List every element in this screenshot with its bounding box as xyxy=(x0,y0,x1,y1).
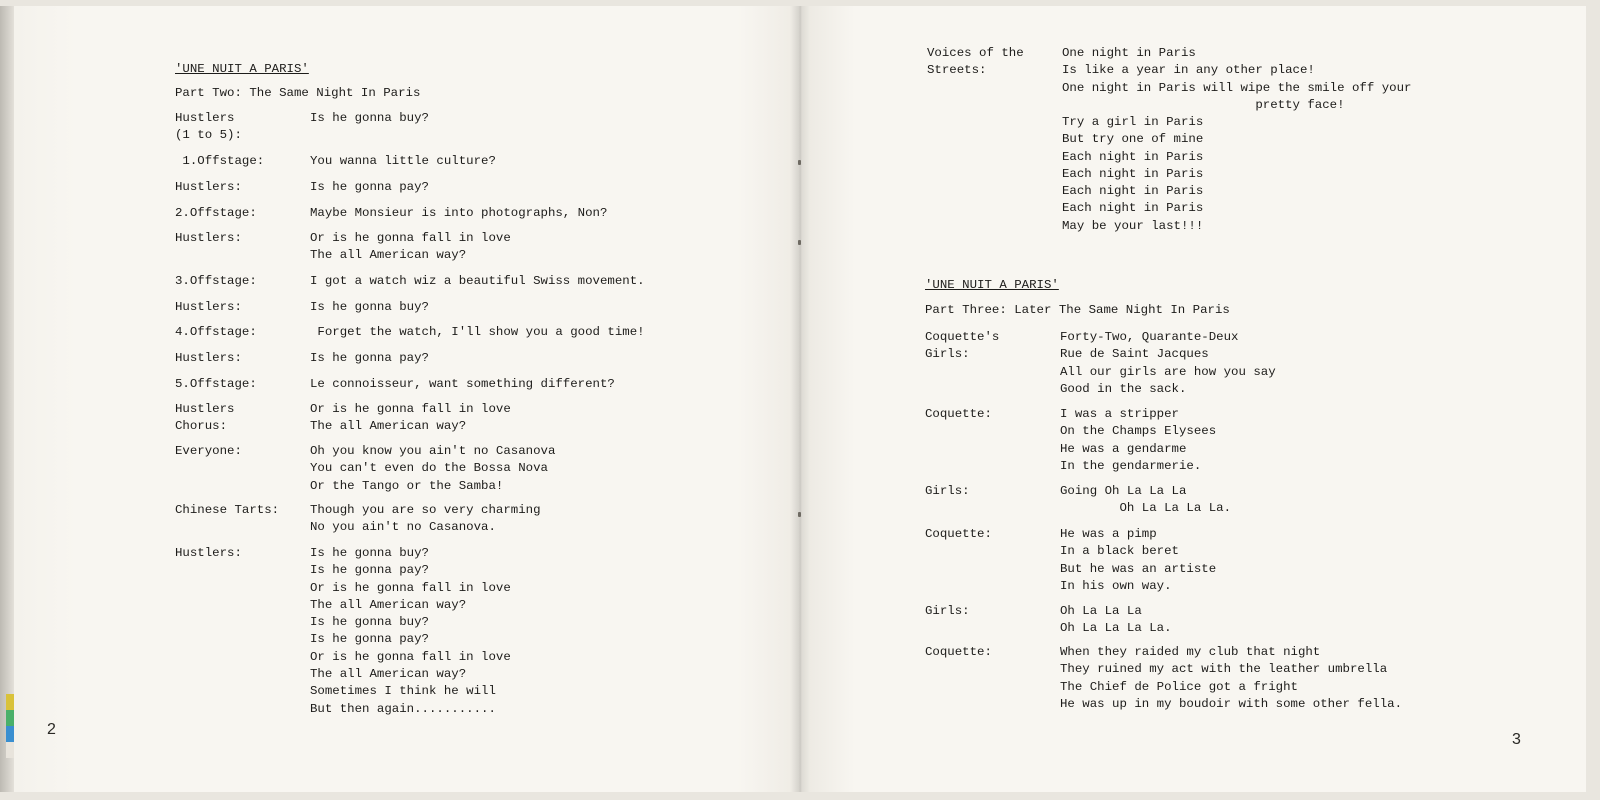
speaker-label xyxy=(175,545,242,562)
speaker-label xyxy=(175,299,242,316)
lyric-line: Is he gonna buy? xyxy=(310,546,429,560)
lyric-line: Is like a year in any other place! xyxy=(1062,63,1315,78)
speaker-line: Chinese Tarts: xyxy=(175,503,280,517)
lyric-lines xyxy=(310,153,496,170)
lyric-line: Is he gonna buy? xyxy=(310,615,429,630)
lyric-line: Maybe Monsieur is into photographs, Non? xyxy=(310,206,608,220)
section-subheading: Part Three: Later The Same Night In Paris xyxy=(925,303,1230,317)
speaker-label xyxy=(175,376,257,393)
speaker-line: Coquette: xyxy=(925,407,992,421)
speaker-label xyxy=(175,273,257,290)
lyric-line: They ruined my act with the leather umbrella xyxy=(1060,662,1388,677)
lyric-line: In his own way. xyxy=(1060,578,1172,593)
section-subheading: Part Two: The Same Night In Paris xyxy=(175,86,421,100)
speaker-line: Hustlers: xyxy=(175,546,242,560)
lyric-lines xyxy=(1062,45,1411,114)
lyric-line: On the Champs Elysees xyxy=(1060,424,1217,439)
lyric-line: Is he gonna pay? xyxy=(310,351,429,365)
lyric-line: You can't even do the Bossa Nova xyxy=(310,461,548,476)
lyric-line: I was a stripper xyxy=(1060,407,1179,421)
lyric-lines xyxy=(310,401,511,436)
lyric-line: I got a watch wiz a beautiful Swiss movement. xyxy=(310,274,645,288)
lyric-line: But try one of mine xyxy=(1062,132,1204,147)
lyric-line: Or is he gonna fall in love xyxy=(310,649,511,664)
lyric-line: When they raided my club that night xyxy=(1060,645,1321,659)
lyric-line: Oh La La La xyxy=(1060,604,1142,618)
lyric-line: Is he gonna pay? xyxy=(310,632,429,647)
speaker-label xyxy=(175,443,242,460)
lyric-line: He was up in my boudoir with some other fella. xyxy=(1060,696,1403,711)
lyric-lines xyxy=(310,179,429,196)
lyric-line: The all American way? xyxy=(310,667,467,682)
lyric-lines xyxy=(310,299,429,316)
lyric-line: In a black beret xyxy=(1060,544,1179,559)
speaker-label xyxy=(175,205,257,222)
lyric-lines xyxy=(310,545,511,718)
lyric-lines xyxy=(310,205,607,222)
lyric-line: Is he gonna buy? xyxy=(310,300,429,314)
lyric-line: Or is he gonna fall in love xyxy=(310,402,511,416)
speaker-line: 3.Offstage: xyxy=(175,274,257,288)
speaker-label xyxy=(175,350,242,367)
lyric-line: Or the Tango or the Samba! xyxy=(310,478,504,493)
lyric-line: But then again........... xyxy=(310,701,496,716)
section-heading: 'UNE NUIT A PARIS' xyxy=(175,62,309,76)
lyric-line: Forty-Two, Quarante-Deux xyxy=(1060,330,1239,344)
lyric-line: One night in Paris will wipe the smile off your xyxy=(1062,80,1412,95)
lyric-line: The Chief de Police got a fright xyxy=(1060,679,1298,694)
lyric-line: One night in Paris xyxy=(1062,46,1196,60)
lyric-line: The all American way? xyxy=(310,248,467,263)
speaker-label xyxy=(175,110,242,145)
speaker-line: Hustlers xyxy=(175,402,235,416)
lyric-line: Oh you know you ain't no Casanova xyxy=(310,444,556,458)
lyric-line: In the gendarmerie. xyxy=(1060,458,1202,473)
lyric-lines xyxy=(1060,603,1172,638)
lyric-line: May be your last!!! xyxy=(1062,218,1204,233)
speaker-label xyxy=(175,502,279,519)
speaker-label xyxy=(175,401,235,436)
speaker-line: Girls: xyxy=(925,604,970,618)
lyric-line: He was a gendarme xyxy=(1060,441,1187,456)
lyric-lines xyxy=(1060,406,1216,475)
lyric-line: Or is he gonna fall in love xyxy=(310,580,511,595)
lyric-lines xyxy=(310,110,429,127)
lyric-line: No you ain't no Casanova. xyxy=(310,520,496,535)
lyric-lines xyxy=(1062,114,1203,235)
speaker-line: Coquette's xyxy=(925,330,1000,344)
lyric-line: Oh La La La La. xyxy=(1060,621,1172,636)
speaker-line: 2.Offstage: xyxy=(175,206,257,220)
speaker-line: Hustlers: xyxy=(175,351,242,365)
lyric-line: Good in the sack. xyxy=(1060,381,1187,396)
lyric-lines xyxy=(310,502,541,537)
speaker-line: Voices of the xyxy=(927,46,1024,60)
speaker-line: Hustlers: xyxy=(175,231,242,245)
speaker-line: 1.Offstage: xyxy=(175,154,265,168)
lyric-line: All our girls are how you say xyxy=(1060,364,1276,379)
lyric-line: Each night in Paris xyxy=(1062,149,1204,164)
speaker-label xyxy=(175,179,242,196)
speaker-line: Girls: xyxy=(925,484,970,498)
lyric-lines xyxy=(310,376,615,393)
lyric-lines xyxy=(1060,329,1276,398)
lyric-line: Forget the watch, I'll show you a good time! xyxy=(310,325,645,339)
lyric-line: The all American way? xyxy=(310,419,467,434)
lyric-line: Is he gonna buy? xyxy=(310,111,429,125)
speaker-line: Streets: xyxy=(927,63,987,78)
lyric-line: Or is he gonna fall in love xyxy=(310,231,511,245)
right-page xyxy=(800,6,1586,792)
lyric-line: Going Oh La La La xyxy=(1060,484,1187,498)
speaker-line: Girls: xyxy=(925,347,970,362)
speaker-line: (1 to 5): xyxy=(175,128,242,143)
page-number: 3 xyxy=(1512,731,1521,748)
speaker-label xyxy=(925,483,970,500)
speaker-line: Hustlers xyxy=(175,111,235,125)
speaker-line: Chorus: xyxy=(175,419,228,434)
staple-mark xyxy=(798,512,801,517)
lyric-line: Le connoisseur, want something different? xyxy=(310,377,615,391)
lyric-line: The all American way? xyxy=(310,597,467,612)
lyric-line: You wanna little culture? xyxy=(310,154,496,168)
speaker-line: Coquette: xyxy=(925,645,992,659)
lyric-line: Each night in Paris xyxy=(1062,184,1204,199)
lyric-line: Each night in Paris xyxy=(1062,166,1204,181)
lyric-lines xyxy=(310,350,429,367)
speaker-label xyxy=(175,324,257,341)
speaker-label xyxy=(925,406,992,423)
lyric-lines xyxy=(1060,483,1231,518)
section-heading: 'UNE NUIT A PARIS' xyxy=(925,278,1059,292)
lyric-line: Is he gonna pay? xyxy=(310,180,429,194)
speaker-label xyxy=(925,603,970,620)
speaker-line: 5.Offstage: xyxy=(175,377,257,391)
speaker-line: Coquette: xyxy=(925,527,992,541)
staple-mark xyxy=(798,160,801,165)
speaker-line: 4.Offstage: xyxy=(175,325,257,339)
lyric-line: Each night in Paris xyxy=(1062,201,1204,216)
speaker-line: Hustlers: xyxy=(175,180,242,194)
lyric-line: pretty face! xyxy=(1062,97,1345,112)
lyric-lines xyxy=(310,324,645,341)
lyric-lines xyxy=(310,443,555,495)
speaker-label xyxy=(925,329,999,364)
speaker-line: Hustlers: xyxy=(175,300,242,314)
booklet-left-edge xyxy=(0,6,14,792)
speaker-line: Everyone: xyxy=(175,444,242,458)
lyric-line: Sometimes I think he will xyxy=(310,684,496,699)
lyric-line: But he was an artiste xyxy=(1060,561,1217,576)
book-gutter xyxy=(790,6,810,792)
lyric-line: Try a girl in Paris xyxy=(1062,115,1204,129)
speaker-label xyxy=(175,153,264,170)
lyric-line: Oh La La La La. xyxy=(1060,501,1232,516)
page-number: 2 xyxy=(47,721,56,738)
speaker-label xyxy=(175,230,242,247)
lyric-lines xyxy=(310,230,511,265)
lyric-line: Though you are so very charming xyxy=(310,503,541,517)
speaker-label xyxy=(925,526,992,543)
color-calibration-strip xyxy=(6,694,14,758)
lyric-lines xyxy=(310,273,645,290)
lyric-lines xyxy=(1060,644,1402,713)
lyric-line: He was a pimp xyxy=(1060,527,1157,541)
left-page xyxy=(14,6,800,792)
speaker-label xyxy=(927,45,1024,80)
lyric-lines xyxy=(1060,526,1216,595)
lyric-line: Is he gonna pay? xyxy=(310,563,429,578)
lyric-line: Rue de Saint Jacques xyxy=(1060,347,1209,362)
staple-mark xyxy=(798,240,801,245)
speaker-label xyxy=(925,644,992,661)
